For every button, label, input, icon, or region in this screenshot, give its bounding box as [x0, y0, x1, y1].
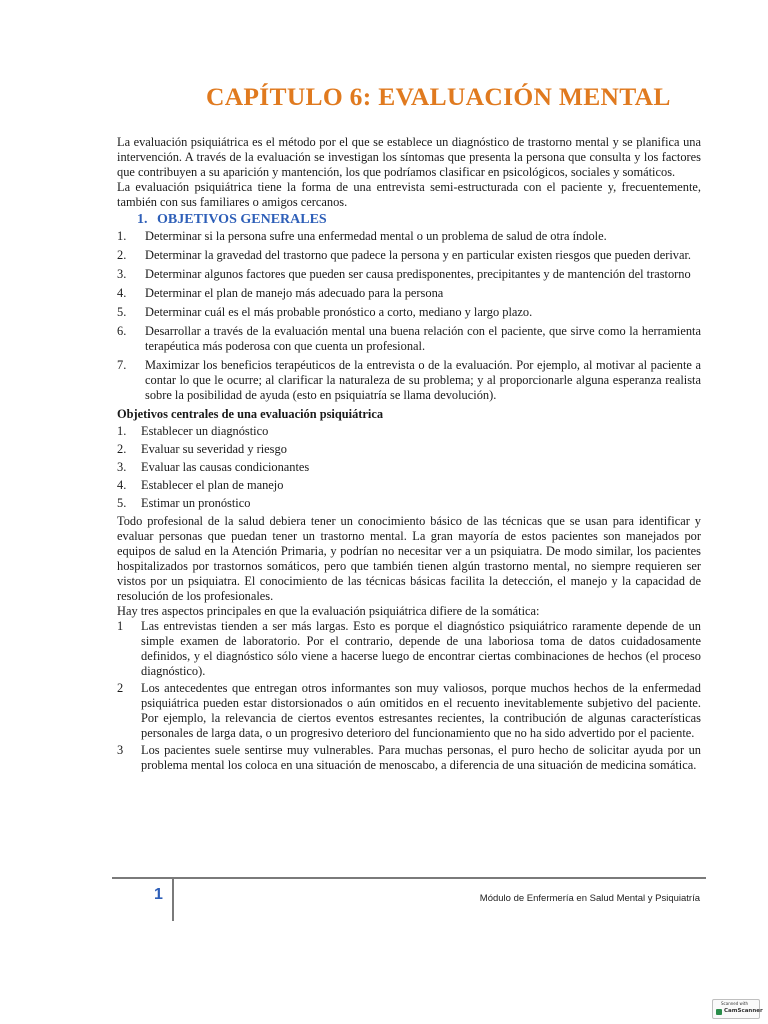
item-number: 5.: [117, 496, 127, 510]
item-number: 1: [117, 619, 124, 633]
list-item: [117, 424, 701, 439]
item-number: 4.: [117, 478, 127, 492]
footer-vertical-divider: [172, 877, 174, 921]
list-item: [117, 681, 701, 741]
intro-paragraph: La evaluación psiquiátrica es el método por el que se establece un diagnóstico de trastorno mental y se planifica una intervención. A través de la evaluación se investigan los síntomas que presenta la persona que consulta y los factores que contribuyen a su aparición y mantención, los que podríamos clasificar en psicológicos, sociales y somáticos.: [117, 135, 701, 179]
item-number: 2: [117, 681, 124, 695]
list-item: [117, 324, 701, 354]
list-item: [117, 305, 701, 320]
section-title: OBJETIVOS GENERALES: [157, 212, 327, 227]
section-heading: [137, 211, 701, 228]
item-text: Evaluar las causas condicionantes: [141, 460, 310, 474]
item-number: 7.: [117, 358, 127, 372]
list-item: [117, 358, 701, 403]
item-text: Estimar un pronóstico: [141, 496, 251, 510]
item-text: Determinar algunos factores que pueden ser causa predisponentes, precipitantes y de mantención del trastorno: [145, 267, 691, 281]
page-number: 1: [154, 886, 163, 903]
scanner-brand: CamScanner: [724, 1008, 763, 1014]
list-item: [117, 478, 701, 493]
list-item: [117, 619, 701, 679]
item-number: 1.: [117, 229, 127, 243]
objectives-list: [117, 229, 701, 403]
camscanner-logo-icon: [716, 1009, 722, 1015]
list-item: [117, 743, 701, 773]
list-item: [117, 442, 701, 457]
item-text: Evaluar su severidad y riesgo: [141, 442, 287, 456]
central-objectives-heading: Objetivos centrales de una evaluación psiquiátrica: [117, 407, 384, 421]
central-objectives-list: [117, 424, 701, 511]
list-item: [117, 286, 701, 301]
item-number: 4.: [117, 286, 127, 300]
intro-paragraph: La evaluación psiquiátrica tiene la forma de una entrevista semi-estructurada con el paciente y, frecuentemente, también con sus familiares o amigos cercanos.: [117, 180, 701, 209]
item-text: Los antecedentes que entregan otros informantes son muy valiosos, porque muchos hechos de la enfermedad psiquiátrica pueden estar distorsionados o aún omitidos en el recuento inevitablemente subjetivo del paciente. Por ejemplo, la relevancia de ciertos eventos estresantes recientes, la contribución de algunas características personales de larga data, o un progresivo deterioro del funcionamiento que no ha sido advertido por el paciente.: [141, 681, 701, 740]
item-text: Determinar el plan de manejo más adecuado para la persona: [145, 286, 444, 300]
item-text: Desarrollar a través de la evaluación mental una buena relación con el paciente, que sirve como la herramienta terapéutica más poderosa con que cuenta un profesional.: [145, 324, 701, 353]
item-number: 6.: [117, 324, 127, 338]
item-number: 2.: [117, 248, 127, 262]
aspects-intro: Hay tres aspectos principales en que la evaluación psiquiátrica difiere de la somática:: [117, 604, 540, 618]
chapter-title: CAPÍTULO 6: EVALUACIÓN MENTAL: [206, 82, 671, 111]
running-footer-title: Módulo de Enfermería en Salud Mental y Psiquiatría: [479, 893, 700, 904]
section-number: 1.: [137, 212, 148, 227]
aspects-list: [117, 619, 701, 773]
list-item: [117, 267, 701, 282]
list-item: [117, 248, 701, 263]
item-text: Maximizar los beneficios terapéuticos de la entrevista o de la evaluación. Por ejemplo, al motivar al paciente a contar lo que le ocurre; al clarificar la naturaleza de su problema; y al proporcionarle alguna esperanza realista sobre la posibilidad de ayuda (esto en psiquiatría se llama devolución).: [145, 358, 701, 402]
item-number: 3.: [117, 460, 127, 474]
body-content: [117, 135, 701, 775]
list-item: [117, 496, 701, 511]
item-text: Establecer un diagnóstico: [141, 424, 269, 438]
item-number: 5.: [117, 305, 127, 319]
item-text: Las entrevistas tienden a ser más largas. Esto es porque el diagnóstico psiquiátrico raramente depende de un simple examen de laboratorio. Por el contrario, depende de una laboriosa toma de datos cuidadosamente definidos, y el diagnóstico sólo viene a hacerse luego de encontrar ciertas combinaciones de hechos (el proceso diagnóstico).: [141, 619, 701, 678]
list-item: [117, 229, 701, 244]
item-text: Los pacientes suele sentirse muy vulnerables. Para muchas personas, el puro hecho de solicitar ayuda por un problema mental los coloca en una situación de menoscabo, a diferencia de una situación de medicina somática.: [141, 743, 701, 772]
footer-divider: [112, 877, 706, 879]
item-text: Determinar la gravedad del trastorno que padece la persona y en particular existen riesgos que pueden derivar.: [145, 248, 691, 262]
item-number: 3.: [117, 267, 127, 281]
professional-paragraph: Todo profesional de la salud debiera tener un conocimiento básico de las técnicas que se usan para identificar y evaluar personas que puedan tener un trastorno mental. La gran mayoría de estos pacientes son manejados por equipos de salud en la Atención Primaria, y podrían no necesitar ver a un psiquiatra. De modo similar, los pacientes hospitalizados por trastornos somáticos, pero que también tienen algún trastorno mental, no siempre requieren ser vistos por un psiquiatra. El conocimiento de las técnicas básicas facilita la detección, el manejo y la capacidad de resolución de los profesionales.: [117, 514, 701, 603]
scanner-watermark: [712, 999, 763, 1019]
item-text: Determinar si la persona sufre una enfermedad mental o un problema de salud de otra índole.: [145, 229, 607, 243]
list-item: [117, 460, 701, 475]
item-text: Determinar cuál es el más probable pronóstico a corto, mediano y largo plazo.: [145, 305, 533, 319]
item-number: 1.: [117, 424, 127, 438]
scanner-caption: Scanned with: [721, 1001, 749, 1006]
item-number: 3: [117, 743, 124, 757]
item-text: Establecer el plan de manejo: [141, 478, 284, 492]
item-number: 2.: [117, 442, 127, 456]
